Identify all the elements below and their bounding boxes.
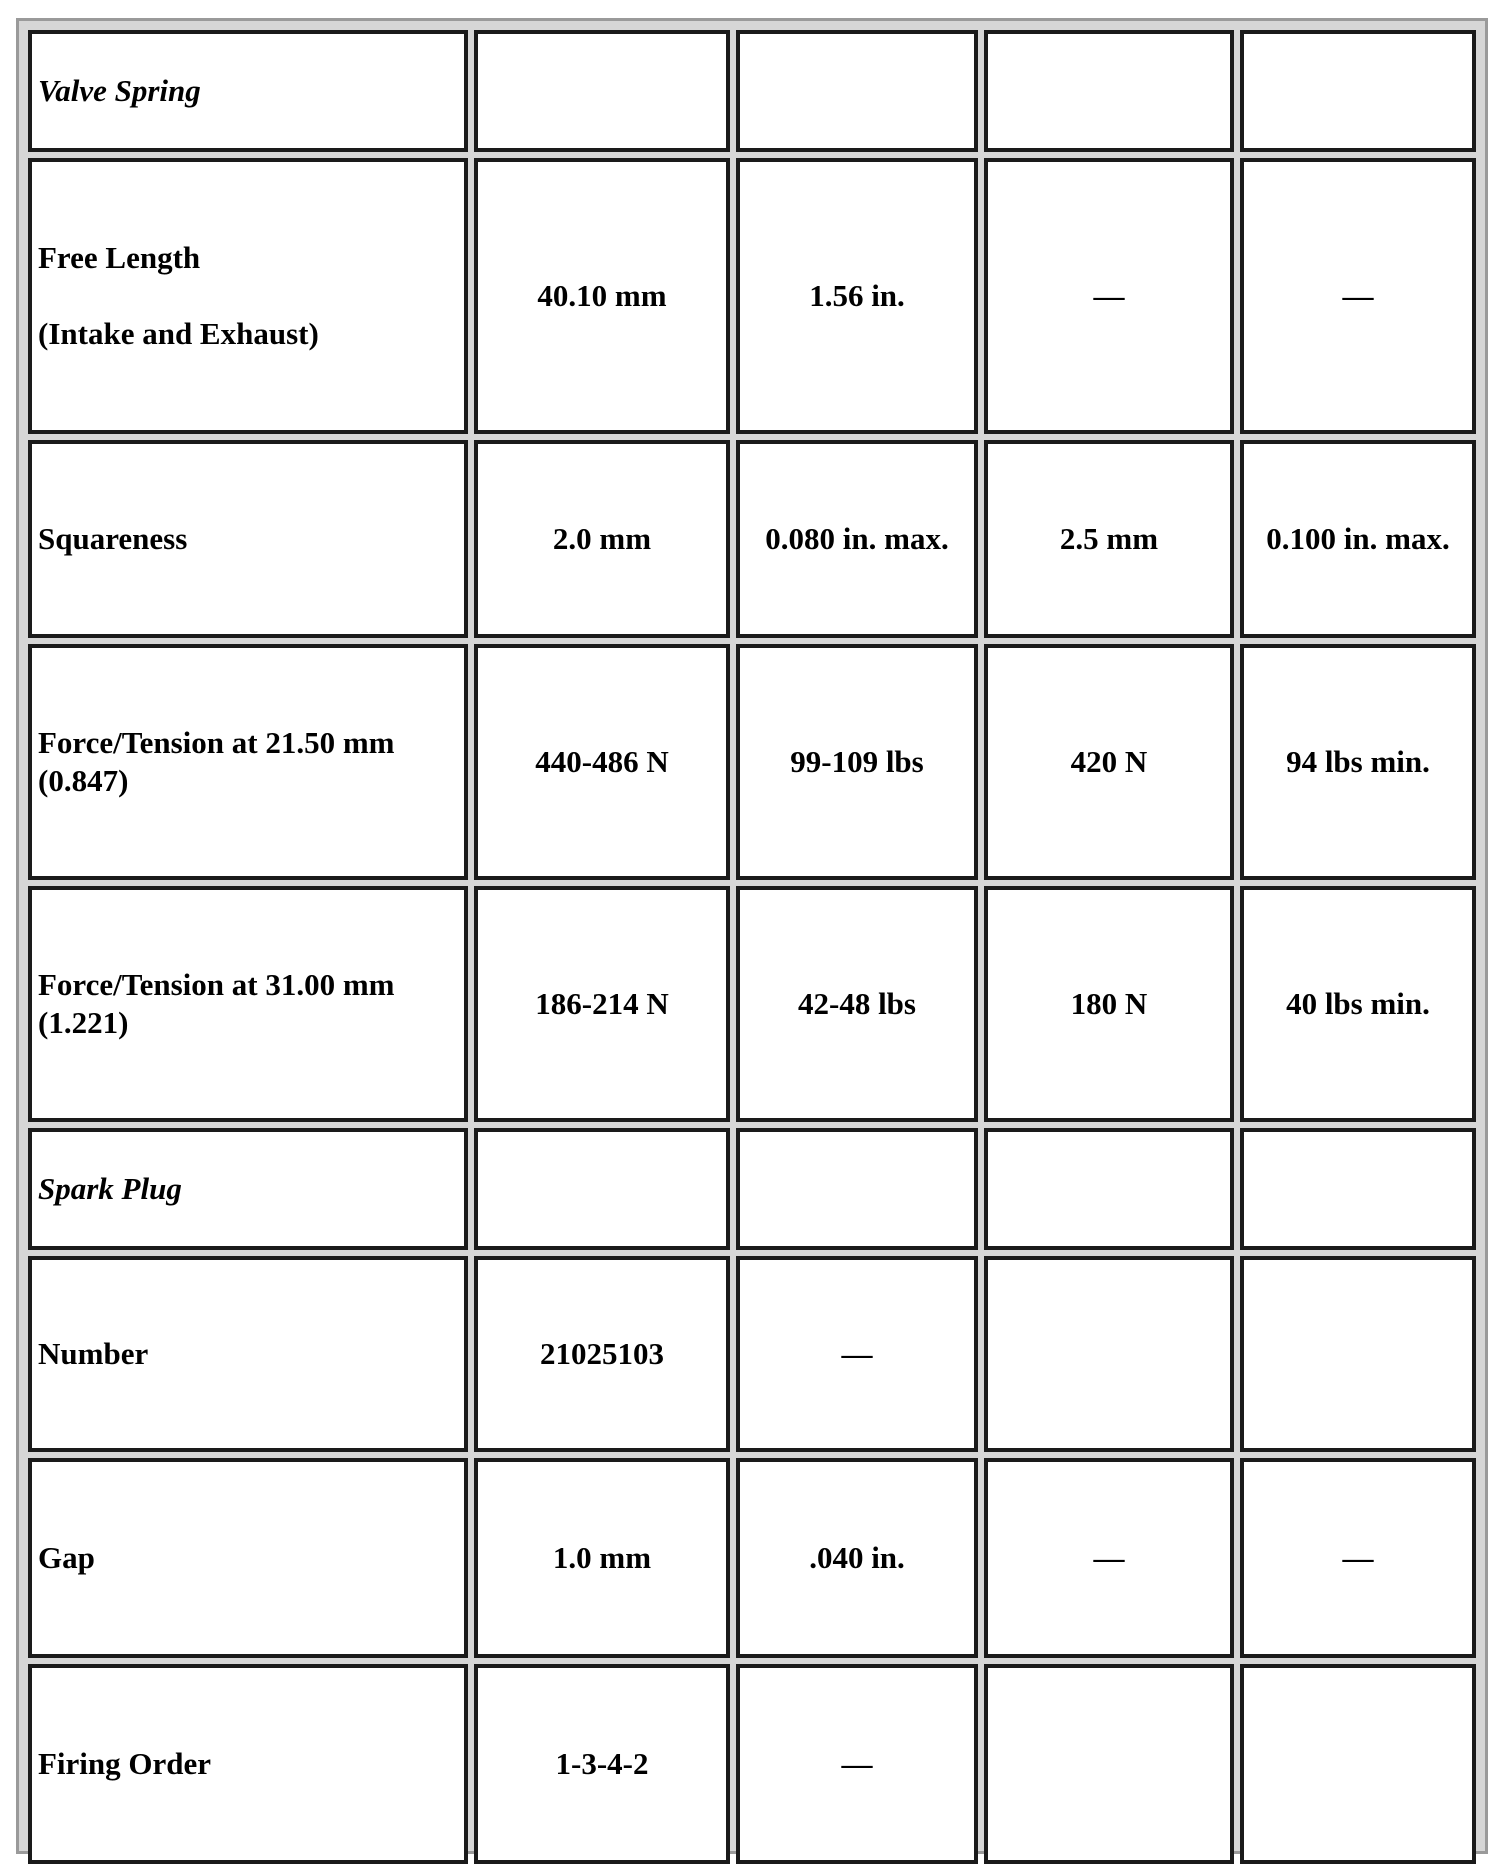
table-row-squareness xyxy=(28,440,1476,638)
row-label-squareness: Squareness xyxy=(28,440,468,638)
cell-metric-limit: 2.5 mm xyxy=(984,440,1234,638)
cell-metric-spec: 40.10 mm xyxy=(474,158,730,434)
cell-metric-limit xyxy=(984,30,1234,152)
cell-metric-spec: 186-214 N xyxy=(474,886,730,1122)
section-heading-valve-spring: Valve Spring xyxy=(28,30,468,152)
cell-metric-limit: — xyxy=(984,1458,1234,1658)
row-label-number: Number xyxy=(28,1256,468,1452)
cell-english-limit: — xyxy=(1240,158,1476,434)
row-label-firing-order: Firing Order xyxy=(28,1664,468,1864)
cell-metric-limit: 420 N xyxy=(984,644,1234,880)
cell-metric-spec: 440-486 N xyxy=(474,644,730,880)
row-label-force-31-00: Force/Tension at 31.00 mm (1.221) xyxy=(28,886,468,1122)
cell-metric-limit xyxy=(984,1256,1234,1452)
cell-english-spec: 1.56 in. xyxy=(736,158,978,434)
table-row-valve-spring xyxy=(28,30,1476,152)
cell-english-spec xyxy=(736,1128,978,1250)
spec-table xyxy=(22,24,1482,1870)
table-row-force-21-50 xyxy=(28,644,1476,880)
cell-english-limit xyxy=(1240,1128,1476,1250)
label-line-free-length: Free Length xyxy=(38,240,201,276)
cell-english-limit: 94 lbs min. xyxy=(1240,644,1476,880)
spec-table-frame xyxy=(16,18,1488,1854)
cell-metric-spec: 1.0 mm xyxy=(474,1458,730,1658)
section-heading-spark-plug: Spark Plug xyxy=(28,1128,468,1250)
cell-metric-spec: 1-3-4-2 xyxy=(474,1664,730,1864)
cell-metric-limit: — xyxy=(984,158,1234,434)
cell-metric-spec xyxy=(474,1128,730,1250)
cell-english-limit: — xyxy=(1240,1458,1476,1658)
cell-english-limit: 0.100 in. max. xyxy=(1240,440,1476,638)
cell-metric-limit xyxy=(984,1128,1234,1250)
cell-english-spec: 42-48 lbs xyxy=(736,886,978,1122)
table-row-firing-order xyxy=(28,1664,1476,1864)
cell-metric-limit: 180 N xyxy=(984,886,1234,1122)
table-row-force-31-00 xyxy=(28,886,1476,1122)
cell-english-spec: .040 in. xyxy=(736,1458,978,1658)
cell-english-limit xyxy=(1240,1664,1476,1864)
row-label-force-21-50: Force/Tension at 21.50 mm (0.847) xyxy=(28,644,468,880)
label-line-intake-exhaust: (Intake and Exhaust) xyxy=(38,316,319,351)
cell-english-limit xyxy=(1240,1256,1476,1452)
row-label-gap: Gap xyxy=(28,1458,468,1658)
cell-english-spec xyxy=(736,30,978,152)
cell-metric-limit xyxy=(984,1664,1234,1864)
cell-english-limit: 40 lbs min. xyxy=(1240,886,1476,1122)
cell-english-spec: — xyxy=(736,1256,978,1452)
cell-english-limit xyxy=(1240,30,1476,152)
table-row-spark-plug xyxy=(28,1128,1476,1250)
cell-metric-spec: 2.0 mm xyxy=(474,440,730,638)
cell-metric-spec xyxy=(474,30,730,152)
table-row-number xyxy=(28,1256,1476,1452)
row-label-free-length xyxy=(28,158,468,434)
cell-metric-spec: 21025103 xyxy=(474,1256,730,1452)
cell-english-spec: — xyxy=(736,1664,978,1864)
table-row-free-length xyxy=(28,158,1476,434)
cell-english-spec: 99-109 lbs xyxy=(736,644,978,880)
table-row-gap xyxy=(28,1458,1476,1658)
cell-english-spec: 0.080 in. max. xyxy=(736,440,978,638)
